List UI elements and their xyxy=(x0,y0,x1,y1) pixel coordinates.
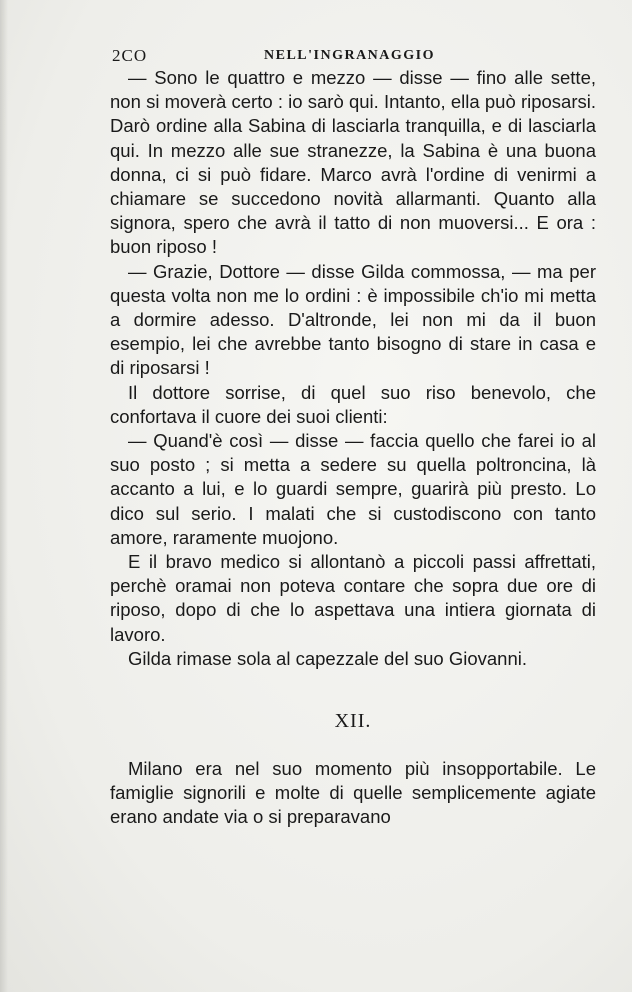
running-head: NELL'INGRANAGGIO xyxy=(264,48,436,63)
chapter-heading: XII. xyxy=(334,710,372,733)
paragraph: E il bravo medico si allontanò a piccoli passi affrettati, perchè oramai non poteva contare che sopra due ore di riposo, dopo di che lo aspettava una intiera giornata di lavoro. xyxy=(110,551,596,645)
paragraph: — Quand'è così — disse — faccia quello che farei io al suo posto ; si metta a sedere su quella poltroncina, là accanto a lui, e lo guardi sempre, guarirà più presto. Lo dico sul serio. I malati che si custodiscono con tanto amore, raramente muojono. xyxy=(110,430,596,548)
body-text xyxy=(110,66,596,830)
page-number: 2CO xyxy=(112,46,148,65)
paragraph: — Sono le quattro e mezzo — disse — fino alle sette, non si moverà certo : io sarò qui. Intanto, ella può riposarsi. Darò ordine alla Sabina di lasciarla tranquilla, e di lasciarla qui. In mezzo alle sue stranezze, la Sabina è una buona donna, ci si può fidare. Marco avrà l'ordine di venirmi a chiamare se succedono novità allarmanti. Quanto alla signora, spero che avrà il tatto di non muoversi... E ora : buon riposo ! xyxy=(110,67,596,258)
page-header xyxy=(112,46,592,66)
paragraph: Gilda rimase sola al capezzale del suo Giovanni. xyxy=(128,647,527,669)
chapter-paragraph: Milano era nel suo momento più insopportabile. Le famiglie signorili e molte di quelle semplicemente agiate erano andate via o si preparavano xyxy=(110,758,596,828)
paragraph: — Grazie, Dottore — disse Gilda commossa, — ma per questa volta non me lo ordini : è impossibile ch'io mi metta a dormire adesso. D'altronde, lei non mi da il buon esempio, lei che avrebbe tanto bisogno di stare in casa e di riposarsi ! xyxy=(110,260,596,379)
paragraph: Il dottore sorrise, di quel suo riso benevolo, che confortava il cuore dei suoi clienti: xyxy=(110,381,596,427)
page-edge-shadow xyxy=(0,0,8,992)
